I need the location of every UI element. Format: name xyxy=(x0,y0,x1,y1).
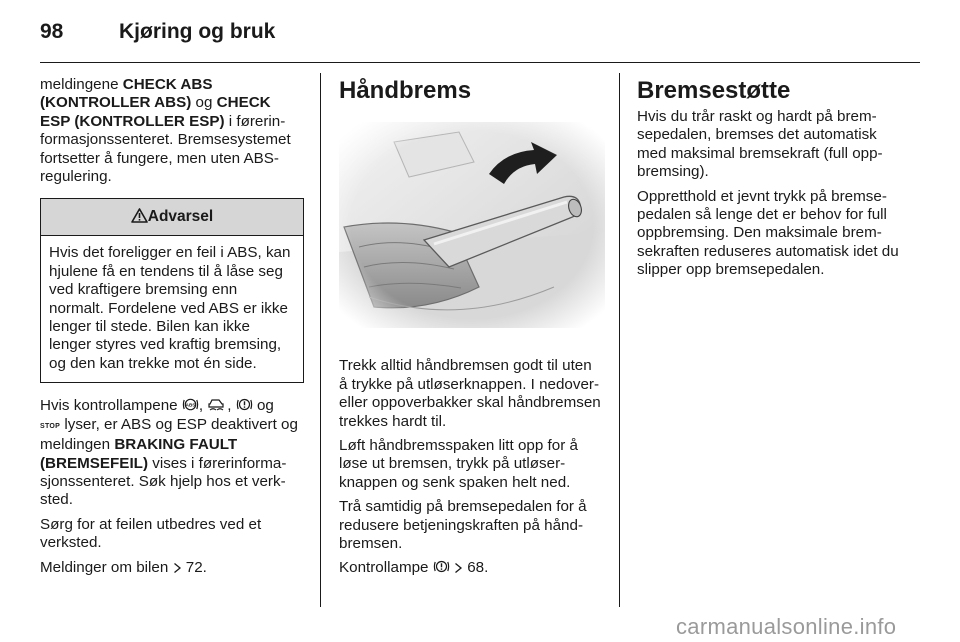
text-span: og xyxy=(252,397,274,415)
page-header xyxy=(40,14,920,54)
section-title: Kjøring og bruk xyxy=(119,20,276,43)
handbrake-apply-paragraph: Trekk alltid håndbremsen godt til uten å trykke på utløserknappen. I nedover- eller oppoverbakker skal håndbremsen trekkes hardt til. xyxy=(339,357,601,430)
column-left xyxy=(40,76,304,583)
vehicle-messages-reference xyxy=(40,559,304,577)
indicator-lamps-paragraph xyxy=(40,397,304,509)
warning-triangle-icon xyxy=(131,208,148,223)
column-middle xyxy=(339,78,603,584)
column-divider-1 xyxy=(320,73,321,607)
page-reference-icon xyxy=(454,562,463,574)
page-reference: 68. xyxy=(467,559,489,577)
text-span: vises i førerinformasjonssenteret. Søk hjelp hos et verksted. xyxy=(40,454,287,509)
page-number: 98 xyxy=(40,20,64,43)
text-span: lyser, er ABS og ESP deaktivert og meldingen xyxy=(40,415,298,454)
handbrake-pedal-paragraph: Trå samtidig på bremsepedalen for å redusere betjeningskraften på håndbremsen. xyxy=(339,498,587,553)
warning-body xyxy=(41,236,303,382)
repair-paragraph: Sørg for at feilen utbedres ved et verksted. xyxy=(40,515,262,552)
text-span: , xyxy=(227,397,236,415)
warning-title: Advarsel xyxy=(147,208,214,226)
column-divider-2 xyxy=(619,73,620,607)
stop-text-icon: STOP xyxy=(40,422,61,430)
svg-text:ABS: ABS xyxy=(185,402,196,408)
text-span: Meldinger om bilen xyxy=(40,558,173,576)
text-span: og xyxy=(191,94,217,112)
text-span: i førerinformasjonssenteret. Bremsesystemet fortsetter å fungere, men uten ABS-regulering. xyxy=(40,112,291,186)
watermark: carmanualsonline.info xyxy=(676,614,897,639)
text-span: Kontrollampe xyxy=(339,559,433,577)
column-right xyxy=(637,78,905,286)
braking-fault-message: BRAKING FAULT (BREMSEFEIL) xyxy=(40,436,238,472)
check-esp-message: CHECK ESP (KONTROLLER ESP) xyxy=(40,94,271,130)
warning-box xyxy=(40,198,304,383)
text-span: meldingene xyxy=(40,76,123,93)
brake-assist-heading: Bremsestøtte xyxy=(637,77,791,104)
brake-assist-paragraph-1: Hvis du trår raskt og hardt på bremsepedalen, bremses det automatisk med maksimal bremsekraft (full oppbremsing). xyxy=(637,108,883,181)
indicator-lamp-reference xyxy=(339,559,603,577)
page-reference-icon xyxy=(173,562,182,574)
handbrake-release-paragraph: Løft håndbremsspaken litt opp for å løse ut bremsen, trykk på utløserknappen og senk spaken helt ned. xyxy=(339,437,578,491)
brake-assist-paragraph-2: Oppretthold et jevnt trykk på bremsepedalen så lenge det er behov for full oppbremsing. Den maksimale bremsekraften reduseres automatisk idet du slipper opp bremsepedalen. xyxy=(637,187,899,279)
abs-warning-icon xyxy=(182,397,199,412)
esp-car-skid-icon xyxy=(207,397,227,412)
handbrake-illustration xyxy=(339,122,605,328)
header-rule xyxy=(40,62,920,63)
page-reference: 72. xyxy=(185,558,207,576)
text-span: Hvis kontrollampene xyxy=(40,397,182,415)
abs-message-paragraph xyxy=(40,76,304,186)
warning-header xyxy=(41,199,303,236)
brake-warning-icon xyxy=(433,559,450,574)
handbrake-heading: Håndbrems xyxy=(339,77,472,104)
check-abs-message: CHECK ABS (KONTROLLER ABS) xyxy=(40,76,213,112)
text-span: , xyxy=(198,397,208,415)
warning-text: Hvis det foreligger en feil i ABS, kan hjulene få en tendens til å låse seg ved kraftigere bremsing enn normalt. Fordelene ved ABS er ikke lenger til stede. Bilen kan ikke lenger styres ved kraftig bremsing, og den kan trekke mot én side. xyxy=(49,244,291,372)
brake-warning-icon xyxy=(236,397,253,412)
